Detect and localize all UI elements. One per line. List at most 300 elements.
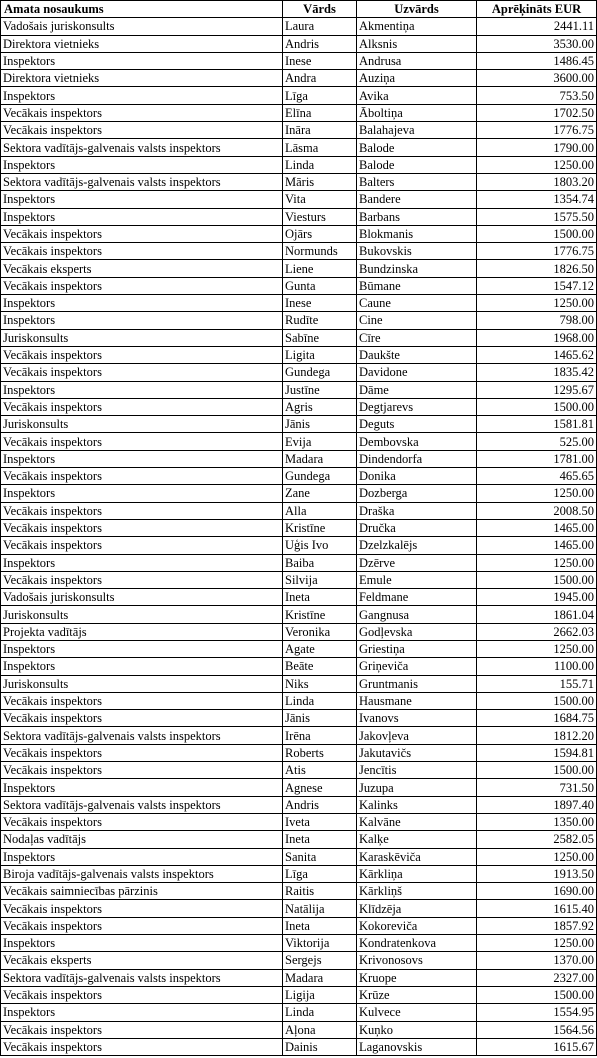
cell-position: Vecākais inspektors: [1, 502, 283, 519]
cell-first-name: Andris: [283, 796, 357, 813]
cell-first-name: Inese: [283, 295, 357, 312]
cell-first-name: Uģis Ivo: [283, 537, 357, 554]
cell-amount: 1781.00: [477, 450, 597, 467]
cell-last-name: Avika: [357, 87, 477, 104]
cell-position: Juriskonsults: [1, 675, 283, 692]
cell-position: Inspektors: [1, 848, 283, 865]
table-row: [1, 243, 597, 260]
cell-first-name: Līga: [283, 87, 357, 104]
cell-last-name: Dzērve: [357, 554, 477, 571]
table-row: [1, 952, 597, 969]
cell-amount: 1776.75: [477, 243, 597, 260]
table-row: [1, 346, 597, 363]
cell-first-name: Normunds: [283, 243, 357, 260]
table-row: [1, 710, 597, 727]
cell-last-name: Būmane: [357, 277, 477, 294]
cell-position: Inspektors: [1, 87, 283, 104]
cell-position: Vecākais inspektors: [1, 519, 283, 536]
cell-last-name: Daukšte: [357, 346, 477, 363]
cell-position: Juriskonsults: [1, 329, 283, 346]
table-row: [1, 139, 597, 156]
cell-position: Inspektors: [1, 485, 283, 502]
cell-first-name: Inese: [283, 52, 357, 69]
cell-first-name: Madara: [283, 969, 357, 986]
table-row: [1, 640, 597, 657]
cell-last-name: Balahajeva: [357, 122, 477, 139]
cell-first-name: Kristīne: [283, 519, 357, 536]
table-row: [1, 416, 597, 433]
cell-position: Vecākais inspektors: [1, 813, 283, 830]
table-row: [1, 468, 597, 485]
cell-amount: 525.00: [477, 433, 597, 450]
cell-last-name: Kārkliņa: [357, 865, 477, 882]
table-row: [1, 502, 597, 519]
cell-position: Inspektors: [1, 191, 283, 208]
header-first-name: Vārds: [283, 1, 357, 18]
cell-amount: 1250.00: [477, 295, 597, 312]
table-row: [1, 191, 597, 208]
cell-first-name: Ligija: [283, 986, 357, 1003]
cell-position: Nodaļas vadītājs: [1, 831, 283, 848]
table-row: [1, 260, 597, 277]
cell-amount: 465.65: [477, 468, 597, 485]
table-row: [1, 104, 597, 121]
cell-first-name: Linda: [283, 692, 357, 709]
cell-first-name: Alla: [283, 502, 357, 519]
cell-first-name: Ligita: [283, 346, 357, 363]
cell-first-name: Atis: [283, 762, 357, 779]
table-row: [1, 623, 597, 640]
table-row: [1, 1038, 597, 1055]
table-row: [1, 312, 597, 329]
cell-first-name: Laura: [283, 18, 357, 35]
cell-position: Inspektors: [1, 156, 283, 173]
cell-first-name: Baiba: [283, 554, 357, 571]
cell-amount: 1861.04: [477, 606, 597, 623]
table-body: [1, 18, 597, 1056]
cell-position: Inspektors: [1, 381, 283, 398]
cell-amount: 2662.03: [477, 623, 597, 640]
cell-first-name: Linda: [283, 156, 357, 173]
table-row: [1, 1004, 597, 1021]
cell-amount: 1465.00: [477, 519, 597, 536]
cell-amount: 1581.81: [477, 416, 597, 433]
cell-last-name: Jakovļeva: [357, 727, 477, 744]
cell-position: Inspektors: [1, 312, 283, 329]
cell-amount: 1945.00: [477, 589, 597, 606]
table-row: [1, 433, 597, 450]
cell-last-name: Dzelzkalējs: [357, 537, 477, 554]
cell-last-name: Balters: [357, 173, 477, 190]
cell-amount: 3530.00: [477, 35, 597, 52]
cell-position: Vecākais eksperts: [1, 952, 283, 969]
cell-position: Vecākais inspektors: [1, 762, 283, 779]
cell-amount: 1250.00: [477, 485, 597, 502]
cell-amount: 155.71: [477, 675, 597, 692]
cell-first-name: Silvija: [283, 571, 357, 588]
table-row: [1, 935, 597, 952]
table-row: [1, 485, 597, 502]
cell-last-name: Ivanovs: [357, 710, 477, 727]
cell-last-name: Draška: [357, 502, 477, 519]
cell-position: Vecākais inspektors: [1, 1038, 283, 1055]
table-row: [1, 883, 597, 900]
cell-position: Vecākais inspektors: [1, 1021, 283, 1038]
cell-first-name: Irēna: [283, 727, 357, 744]
cell-last-name: Akmentiņa: [357, 18, 477, 35]
cell-last-name: Kalķe: [357, 831, 477, 848]
cell-amount: 1500.00: [477, 571, 597, 588]
cell-last-name: Laganovskis: [357, 1038, 477, 1055]
table-row: [1, 658, 597, 675]
cell-first-name: Viesturs: [283, 208, 357, 225]
cell-amount: 1465.62: [477, 346, 597, 363]
cell-last-name: Krivonosovs: [357, 952, 477, 969]
cell-last-name: Cine: [357, 312, 477, 329]
cell-amount: 1100.00: [477, 658, 597, 675]
cell-last-name: Emule: [357, 571, 477, 588]
cell-last-name: Kruope: [357, 969, 477, 986]
cell-amount: 1575.50: [477, 208, 597, 225]
cell-last-name: Kondratenkova: [357, 935, 477, 952]
cell-amount: 1250.00: [477, 935, 597, 952]
cell-first-name: Kristīne: [283, 606, 357, 623]
cell-first-name: Justīne: [283, 381, 357, 398]
table-row: [1, 865, 597, 882]
cell-last-name: Jencītis: [357, 762, 477, 779]
cell-last-name: Auziņa: [357, 70, 477, 87]
cell-first-name: Vita: [283, 191, 357, 208]
cell-last-name: Donika: [357, 468, 477, 485]
cell-position: Vecākais inspektors: [1, 900, 283, 917]
cell-amount: 2441.11: [477, 18, 597, 35]
cell-first-name: Jānis: [283, 416, 357, 433]
cell-first-name: Zane: [283, 485, 357, 502]
cell-amount: 1486.45: [477, 52, 597, 69]
cell-last-name: Dozberga: [357, 485, 477, 502]
cell-amount: 1835.42: [477, 364, 597, 381]
table-row: [1, 779, 597, 796]
cell-amount: 1803.20: [477, 173, 597, 190]
cell-position: Vadošais juriskonsults: [1, 589, 283, 606]
cell-position: Vecākais inspektors: [1, 710, 283, 727]
cell-position: Vecākais inspektors: [1, 225, 283, 242]
table-row: [1, 554, 597, 571]
cell-last-name: Karaskēviča: [357, 848, 477, 865]
cell-first-name: Māris: [283, 173, 357, 190]
cell-first-name: Dainis: [283, 1038, 357, 1055]
cell-amount: 2008.50: [477, 502, 597, 519]
cell-position: Inspektors: [1, 554, 283, 571]
cell-amount: 1250.00: [477, 554, 597, 571]
table-row: [1, 796, 597, 813]
cell-position: Vecākais inspektors: [1, 537, 283, 554]
table-row: [1, 450, 597, 467]
cell-first-name: Natālija: [283, 900, 357, 917]
cell-amount: 1702.50: [477, 104, 597, 121]
cell-first-name: Gundega: [283, 468, 357, 485]
table-row: [1, 398, 597, 415]
cell-amount: 1500.00: [477, 398, 597, 415]
table-row: [1, 744, 597, 761]
table-row: [1, 364, 597, 381]
table-row: [1, 762, 597, 779]
cell-last-name: Āboltiņa: [357, 104, 477, 121]
cell-first-name: Raitis: [283, 883, 357, 900]
cell-last-name: Griņeviča: [357, 658, 477, 675]
cell-position: Sektora vadītājs-galvenais valsts inspektors: [1, 727, 283, 744]
cell-amount: 1500.00: [477, 225, 597, 242]
cell-first-name: Ineta: [283, 589, 357, 606]
cell-first-name: Niks: [283, 675, 357, 692]
cell-first-name: Beāte: [283, 658, 357, 675]
cell-amount: 1500.00: [477, 762, 597, 779]
cell-amount: 1500.00: [477, 692, 597, 709]
cell-first-name: Roberts: [283, 744, 357, 761]
cell-last-name: Feldmane: [357, 589, 477, 606]
cell-position: Vecākais inspektors: [1, 104, 283, 121]
table-row: [1, 606, 597, 623]
cell-last-name: Juzupa: [357, 779, 477, 796]
cell-last-name: Gangnusa: [357, 606, 477, 623]
table-row: [1, 35, 597, 52]
cell-position: Biroja vadītājs-galvenais valsts inspektors: [1, 865, 283, 882]
cell-amount: 1968.00: [477, 329, 597, 346]
cell-position: Vecākais saimniecības pārzinis: [1, 883, 283, 900]
cell-first-name: Ineta: [283, 831, 357, 848]
cell-position: Vecākais inspektors: [1, 243, 283, 260]
cell-position: Inspektors: [1, 935, 283, 952]
cell-last-name: Andrusa: [357, 52, 477, 69]
cell-first-name: Gundega: [283, 364, 357, 381]
cell-position: Vecākais inspektors: [1, 398, 283, 415]
cell-amount: 1615.67: [477, 1038, 597, 1055]
cell-amount: 1554.95: [477, 1004, 597, 1021]
cell-amount: 2327.00: [477, 969, 597, 986]
cell-position: Sektora vadītājs-galvenais valsts inspektors: [1, 796, 283, 813]
cell-amount: 1465.00: [477, 537, 597, 554]
table-row: [1, 537, 597, 554]
cell-position: Vecākais inspektors: [1, 277, 283, 294]
cell-amount: 731.50: [477, 779, 597, 796]
cell-last-name: Balode: [357, 139, 477, 156]
cell-position: Vecākais inspektors: [1, 346, 283, 363]
table-row: [1, 848, 597, 865]
cell-amount: 1500.00: [477, 986, 597, 1003]
cell-first-name: Liene: [283, 260, 357, 277]
cell-position: Juriskonsults: [1, 416, 283, 433]
cell-position: Vecākais inspektors: [1, 917, 283, 934]
table-row: [1, 675, 597, 692]
cell-first-name: Ojārs: [283, 225, 357, 242]
table-row: [1, 381, 597, 398]
cell-amount: 1354.74: [477, 191, 597, 208]
cell-last-name: Hausmane: [357, 692, 477, 709]
cell-first-name: Ineta: [283, 917, 357, 934]
cell-amount: 798.00: [477, 312, 597, 329]
table-row: [1, 1021, 597, 1038]
cell-first-name: Rudīte: [283, 312, 357, 329]
cell-amount: 1690.00: [477, 883, 597, 900]
cell-first-name: Jānis: [283, 710, 357, 727]
table-row: [1, 813, 597, 830]
cell-first-name: Līga: [283, 865, 357, 882]
cell-last-name: Cīre: [357, 329, 477, 346]
cell-position: Juriskonsults: [1, 606, 283, 623]
cell-amount: 1250.00: [477, 640, 597, 657]
table-row: [1, 589, 597, 606]
cell-last-name: Alksnis: [357, 35, 477, 52]
table-row: [1, 969, 597, 986]
cell-first-name: Ināra: [283, 122, 357, 139]
cell-last-name: Klīdzēja: [357, 900, 477, 917]
cell-amount: 1370.00: [477, 952, 597, 969]
cell-first-name: Agate: [283, 640, 357, 657]
cell-last-name: Kalvāne: [357, 813, 477, 830]
cell-position: Inspektors: [1, 1004, 283, 1021]
cell-amount: 1857.92: [477, 917, 597, 934]
cell-first-name: Andris: [283, 35, 357, 52]
cell-last-name: Bukovskis: [357, 243, 477, 260]
cell-position: Inspektors: [1, 450, 283, 467]
table-row: [1, 295, 597, 312]
cell-position: Vecākais inspektors: [1, 122, 283, 139]
cell-position: Projekta vadītājs: [1, 623, 283, 640]
cell-last-name: Degtjarevs: [357, 398, 477, 415]
header-row: [1, 1, 597, 18]
table-row: [1, 173, 597, 190]
cell-last-name: Griestiņa: [357, 640, 477, 657]
cell-amount: 3600.00: [477, 70, 597, 87]
cell-amount: 1897.40: [477, 796, 597, 813]
cell-first-name: Elīna: [283, 104, 357, 121]
cell-last-name: Deguts: [357, 416, 477, 433]
cell-last-name: Barbans: [357, 208, 477, 225]
cell-first-name: Agris: [283, 398, 357, 415]
cell-amount: 1776.75: [477, 122, 597, 139]
cell-position: Inspektors: [1, 208, 283, 225]
table-row: [1, 70, 597, 87]
cell-position: Sektora vadītājs-galvenais valsts inspektors: [1, 139, 283, 156]
cell-position: Vecākais inspektors: [1, 433, 283, 450]
cell-last-name: Dembovska: [357, 433, 477, 450]
cell-last-name: Dindendorfa: [357, 450, 477, 467]
header-amount-eur: Aprēķināts EUR: [477, 1, 597, 18]
table-row: [1, 727, 597, 744]
cell-amount: 1826.50: [477, 260, 597, 277]
cell-amount: 1615.40: [477, 900, 597, 917]
cell-position: Vecākais inspektors: [1, 364, 283, 381]
cell-first-name: Iveta: [283, 813, 357, 830]
cell-first-name: Agnese: [283, 779, 357, 796]
cell-last-name: Kokoreviča: [357, 917, 477, 934]
cell-amount: 1790.00: [477, 139, 597, 156]
cell-position: Inspektors: [1, 779, 283, 796]
cell-last-name: Davidone: [357, 364, 477, 381]
cell-position: Vecākais eksperts: [1, 260, 283, 277]
table-row: [1, 900, 597, 917]
cell-position: Direktora vietnieks: [1, 70, 283, 87]
cell-last-name: Bundzinska: [357, 260, 477, 277]
table-row: [1, 208, 597, 225]
cell-first-name: Madara: [283, 450, 357, 467]
cell-position: Vecākais inspektors: [1, 744, 283, 761]
cell-amount: 2582.05: [477, 831, 597, 848]
cell-first-name: Andra: [283, 70, 357, 87]
table-row: [1, 52, 597, 69]
cell-last-name: Kulvece: [357, 1004, 477, 1021]
cell-position: Sektora vadītājs-galvenais valsts inspektors: [1, 173, 283, 190]
table-row: [1, 87, 597, 104]
cell-last-name: Caune: [357, 295, 477, 312]
cell-first-name: Linda: [283, 1004, 357, 1021]
cell-amount: 1295.67: [477, 381, 597, 398]
cell-last-name: Godļevska: [357, 623, 477, 640]
table-row: [1, 831, 597, 848]
cell-first-name: Lāsma: [283, 139, 357, 156]
cell-position: Vecākais inspektors: [1, 571, 283, 588]
table-row: [1, 277, 597, 294]
cell-last-name: Kārkliņš: [357, 883, 477, 900]
cell-amount: 1913.50: [477, 865, 597, 882]
cell-amount: 1594.81: [477, 744, 597, 761]
table-row: [1, 329, 597, 346]
cell-amount: 1684.75: [477, 710, 597, 727]
cell-first-name: Viktorija: [283, 935, 357, 952]
cell-first-name: Veronika: [283, 623, 357, 640]
header-position: Amata nosaukums: [1, 1, 283, 18]
table-row: [1, 156, 597, 173]
cell-position: Inspektors: [1, 640, 283, 657]
cell-amount: 1564.56: [477, 1021, 597, 1038]
cell-last-name: Jakutavičs: [357, 744, 477, 761]
cell-position: Inspektors: [1, 295, 283, 312]
cell-last-name: Krūze: [357, 986, 477, 1003]
cell-last-name: Kalinks: [357, 796, 477, 813]
cell-amount: 1547.12: [477, 277, 597, 294]
table-row: [1, 225, 597, 242]
table-row: [1, 986, 597, 1003]
cell-position: Vecākais inspektors: [1, 692, 283, 709]
table-row: [1, 18, 597, 35]
cell-amount: 1250.00: [477, 156, 597, 173]
cell-last-name: Gruntmanis: [357, 675, 477, 692]
cell-first-name: Aļona: [283, 1021, 357, 1038]
cell-amount: 753.50: [477, 87, 597, 104]
cell-last-name: Blokmanis: [357, 225, 477, 242]
cell-last-name: Dāme: [357, 381, 477, 398]
cell-last-name: Kuņko: [357, 1021, 477, 1038]
cell-first-name: Sergejs: [283, 952, 357, 969]
cell-amount: 1812.20: [477, 727, 597, 744]
cell-position: Inspektors: [1, 52, 283, 69]
cell-last-name: Dručka: [357, 519, 477, 536]
cell-amount: 1250.00: [477, 848, 597, 865]
cell-position: Vadošais juriskonsults: [1, 18, 283, 35]
cell-position: Direktora vietnieks: [1, 35, 283, 52]
cell-amount: 1350.00: [477, 813, 597, 830]
cell-last-name: Bandere: [357, 191, 477, 208]
table-row: [1, 122, 597, 139]
cell-position: Sektora vadītājs-galvenais valsts inspektors: [1, 969, 283, 986]
table-header: [1, 1, 597, 18]
table-row: [1, 571, 597, 588]
cell-first-name: Sabīne: [283, 329, 357, 346]
cell-first-name: Gunta: [283, 277, 357, 294]
cell-position: Inspektors: [1, 658, 283, 675]
table-row: [1, 519, 597, 536]
cell-first-name: Evija: [283, 433, 357, 450]
